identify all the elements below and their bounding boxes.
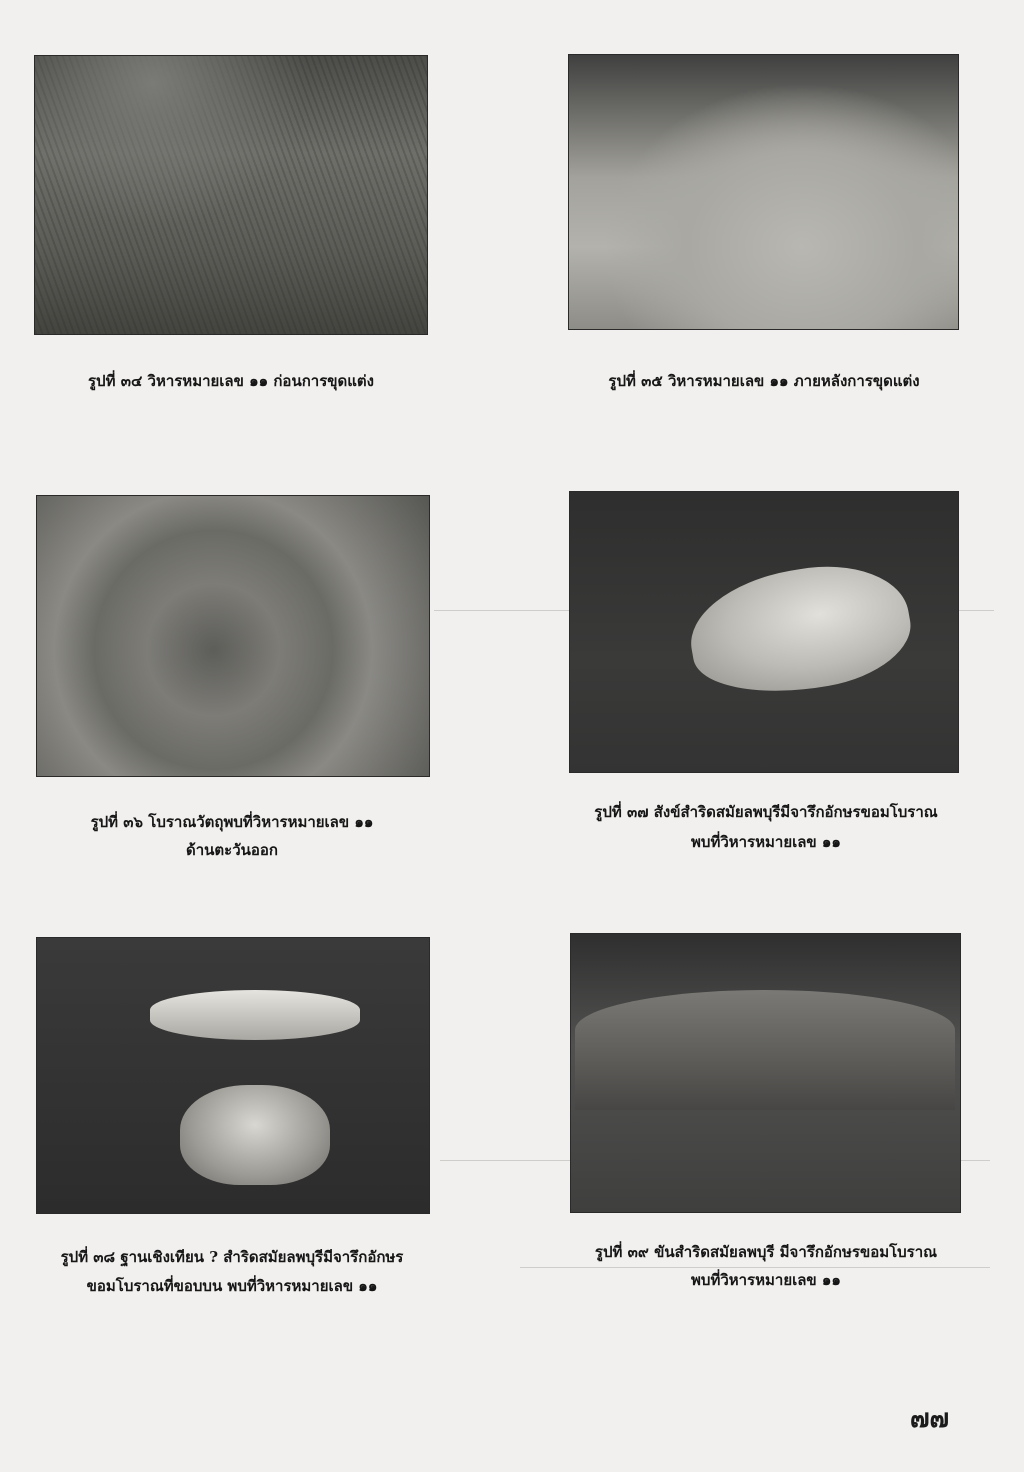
caption-fig39-line2: พบที่วิหารหมายเลข ๑๑ [691,1271,841,1289]
candle-stand-bottom [180,1085,330,1185]
caption-fig39-line1: รูปที่ ๓๙ ขันสำริดสมัยลพบุรี มีจารึกอักษรขอมโบราณ [594,1243,938,1261]
photo-vihara-11-before-excavation [34,55,428,335]
caption-fig36-line2: ด้านตะวันออก [186,841,278,859]
photo-artifact-east-side [36,495,430,777]
caption-fig34: รูปที่ ๓๔ วิหารหมายเลข ๑๑ ก่อนการขุดแต่ง [88,372,374,390]
page-number: ๗๗ [910,1404,950,1434]
bowl-rim-shape [575,990,955,1110]
caption-fig38-line2: ขอมโบราณที่ขอบบน พบที่วิหารหมายเลข ๑๑ [86,1277,378,1295]
caption-fig37-line1: รูปที่ ๓๗ สังข์สำริดสมัยลพบุรีมีจารึกอักษรขอมโบราณ [594,803,938,821]
caption-fig38-line1: รูปที่ ๓๘ ฐานเชิงเทียน ? สำริดสมัยลพบุรีมีจารึกอักษร [60,1248,404,1266]
caption-fig36-line1: รูปที่ ๓๖ โบราณวัตถุพบที่วิหารหมายเลข ๑๑ [90,813,374,831]
caption-fig35: รูปที่ ๓๕ วิหารหมายเลข ๑๑ ภายหลังการขุดแต่ง [608,372,920,390]
candle-stand-top [150,990,360,1040]
caption-fig37-line2: พบที่วิหารหมายเลข ๑๑ [691,833,841,851]
photo-vihara-11-after-excavation [568,54,959,330]
